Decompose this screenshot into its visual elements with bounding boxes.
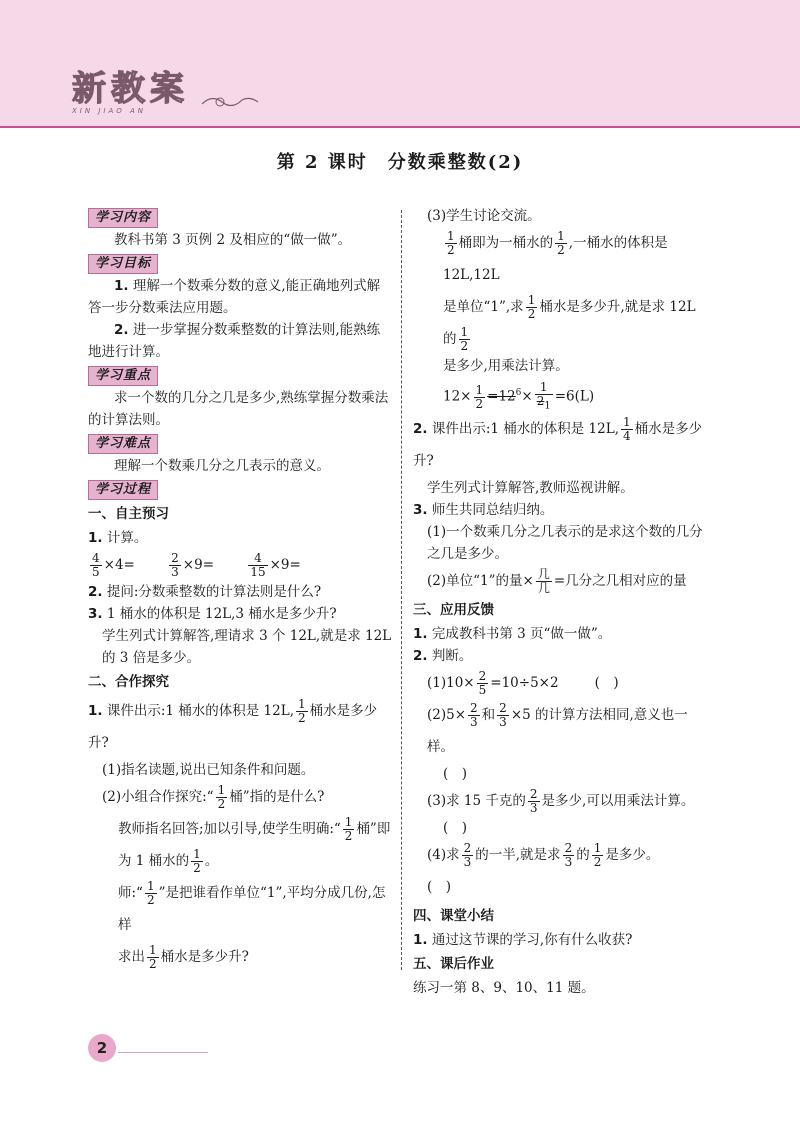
e1-text-b: 桶水是多少升?: [88, 703, 378, 751]
q2-num: 2.: [88, 584, 103, 600]
left-column: [88, 205, 393, 973]
j1-num: 2: [478, 668, 487, 683]
key-text: 求一个数的几分之几是多少,熟练掌握分数乘法的计算法则。: [88, 390, 389, 428]
j4-num: 2: [463, 840, 472, 855]
e1-5-num: 1: [146, 879, 155, 893]
calc-1-num: 4: [92, 551, 100, 565]
goal-1: [88, 275, 393, 319]
right-item-2: [413, 413, 713, 477]
judge-1-answer-blank[interactable]: ( ): [594, 674, 619, 691]
e1-2-b: 桶”指的是什么?: [229, 789, 325, 805]
r2-num: 2.: [413, 420, 428, 437]
q3-text: 1 桶水的体积是 12L,3 桶水是多少升?: [106, 606, 337, 622]
right-item-3: [413, 499, 713, 521]
r3-num: 3.: [413, 501, 428, 518]
judge-3-paren-row: [413, 817, 713, 839]
difficulty-text: 理解一个数乘几分之几表示的意义。: [114, 458, 330, 474]
r3b2-frac-num: 1: [460, 325, 469, 339]
e1-4-a: 为 1 桶水的: [118, 853, 190, 869]
e1-3-a: 教师指名回答;加以引导,使学生明确:“: [118, 821, 341, 837]
e1-6-a: 求出: [118, 949, 145, 965]
e1-4-b: 。: [204, 853, 219, 869]
eq-c: ×: [521, 388, 533, 405]
e1-2-a: (2)小组合作探究:“: [102, 789, 214, 805]
eq-a: 12×: [443, 388, 472, 405]
judge-2: [413, 699, 713, 763]
r2-text-b: 桶水是多少升?: [413, 420, 703, 469]
judge-3-answer-blank[interactable]: ( ): [443, 819, 468, 836]
calc-2-rest: ×9=: [182, 557, 215, 573]
calc-1: [88, 549, 135, 581]
calc-2-num: 2: [171, 551, 179, 565]
r2-frac-num: 1: [622, 414, 631, 429]
j2-b: 和: [481, 706, 496, 723]
calc-3-num: 4: [248, 552, 267, 566]
calc-3: [246, 549, 301, 581]
judge-4: [413, 839, 713, 903]
section-5-title: 五、课后作业: [413, 955, 494, 972]
discussion-line-1: [413, 227, 713, 291]
e1-2-num: 1: [217, 783, 226, 797]
r3a-frac-num: 1: [447, 229, 455, 243]
eq-sup: 6: [515, 388, 522, 398]
section-4-title: 四、课堂小结: [413, 907, 494, 924]
j4-e: 是多少。: [605, 846, 660, 863]
s1-text: 通过这节课的学习,你有什么收获?: [431, 931, 633, 948]
j2-c: ×5 的计算方法相同,意义也一样。: [427, 706, 688, 755]
j4-a: (4)求: [427, 846, 460, 863]
q1-num: 1.: [88, 530, 103, 546]
equation: [413, 377, 713, 413]
r3b-text: 是单位“1”,求: [443, 299, 524, 315]
j1-b: =10÷5×2: [490, 674, 559, 691]
explore-1: [88, 695, 393, 759]
question-2: [88, 581, 393, 603]
j2-num: 2: [470, 700, 478, 715]
page-number-rule: [118, 1052, 208, 1053]
summary-1: (1)一个数乘几分之几表示的是求这个数的几分之几是多少。: [427, 523, 703, 562]
summary-2-b: =几分之几相对应的量: [553, 572, 687, 589]
j3-num: 2: [529, 786, 538, 801]
judge-2-answer-blank[interactable]: ( ): [443, 765, 468, 782]
r3b-text-b: 桶水是多少升,就是求 12L 的: [443, 299, 696, 347]
e1-num: 1.: [88, 703, 103, 719]
judge-2-paren-row: [413, 763, 713, 785]
reflect-1: [413, 929, 713, 951]
e1-3-b: 桶”即: [356, 821, 391, 837]
calc-row: [88, 549, 393, 581]
j2-den: 3: [470, 714, 478, 729]
summary-2-num: 几: [537, 566, 550, 581]
explore-1-step-5: [88, 877, 393, 941]
j2-a: (2)5×: [427, 706, 467, 723]
e1-6-den: 2: [149, 957, 157, 971]
apply-1: [413, 623, 713, 645]
section-3-title: 三、应用反馈: [413, 601, 494, 618]
right-column: [413, 205, 713, 999]
q2-text: 提问:分数乘整数的计算法则是什么?: [106, 584, 322, 600]
summary-2-den: 几: [537, 580, 550, 595]
summary-2: [413, 565, 713, 597]
j3-b: 是多少,可以用乘法计算。: [541, 792, 695, 809]
explore-1-step-4: [88, 845, 393, 877]
eq-frac1-den: 2: [475, 396, 484, 411]
eq-frac2-den-sub: 1: [544, 400, 551, 412]
e1-frac-den: 2: [297, 711, 306, 725]
j4-den-2: 3: [564, 854, 573, 869]
section-2-title: 二、合作探究: [88, 674, 169, 690]
logo-swirl-icon: [200, 92, 260, 112]
q3-num: 3.: [88, 606, 103, 622]
eq-d: =6(L): [554, 388, 595, 405]
e1-4-den: 2: [193, 861, 201, 875]
right-item-2-sub: 学生列式计算解答,教师巡视讲解。: [427, 479, 634, 496]
goal-1-text: 理解一个数乘分数的意义,能正确地列式解答一步分数乘法应用题。: [88, 278, 381, 316]
tag-key: 学习重点: [88, 366, 158, 386]
calc-1-den: 5: [92, 565, 100, 579]
homework-text: 练习一第 8、9、10、11 题。: [413, 979, 595, 996]
content-text: 教科书第 3 页例 2 及相应的“做一做”。: [114, 232, 352, 248]
eq-frac2-den-wrap: [535, 395, 553, 412]
r3a2-frac-num: 1: [557, 229, 565, 243]
tag-goals: 学习目标: [88, 254, 158, 274]
j4-c: 的: [576, 846, 590, 863]
e1-text-a: 课件出示:1 桶水的体积是 12L,: [106, 703, 294, 719]
a2-text: 判断。: [431, 647, 473, 664]
e1-3-num: 1: [344, 815, 353, 829]
logo-pinyin: XIN JIAO AN: [72, 107, 146, 115]
question-3: [88, 603, 393, 625]
discussion-title: (3)学生讨论交流。: [427, 208, 541, 224]
logo: [72, 69, 189, 115]
e1-frac-num: 1: [297, 697, 306, 711]
calc-3-rest: ×9=: [269, 557, 301, 573]
tag-content: 学习内容: [88, 208, 158, 228]
eq-frac2-den: 2: [536, 394, 545, 409]
j4-num-3: 1: [593, 840, 602, 855]
goal-1-num: 1.: [114, 278, 129, 294]
explore-1-step-3: [88, 813, 393, 845]
a2-num: 2.: [413, 647, 428, 664]
eq-frac2-num: 1: [535, 381, 553, 395]
e1-5-a: 师:“: [118, 885, 143, 901]
eq-b: =12: [487, 388, 516, 405]
tag-process: 学习过程: [88, 480, 158, 500]
e1-4-num: 1: [193, 847, 201, 861]
explore-1-step-6: [88, 941, 393, 973]
r3b-frac-num: 1: [527, 293, 536, 307]
goal-2-num: 2.: [114, 322, 129, 338]
r3a-text-b: ,一桶水的体积是 12L,12L: [443, 235, 668, 283]
q1-text: 计算。: [106, 530, 148, 546]
r2-text-a: 课件出示:1 桶水的体积是 12L,: [431, 420, 619, 437]
j1-a: (1)10×: [427, 674, 475, 691]
question-1: [88, 527, 393, 549]
j2-num-2: 2: [499, 700, 507, 715]
explore-1-step-1: (1)指名读题,说出已知条件和问题。: [102, 762, 315, 778]
j4-num-2: 2: [564, 840, 573, 855]
e1-6-num: 1: [149, 943, 157, 957]
calc-3-den: 15: [250, 565, 266, 579]
column-divider: [401, 210, 402, 970]
a1-num: 1.: [413, 625, 428, 642]
apply-2: [413, 645, 713, 667]
calc-2-den: 3: [171, 565, 179, 579]
page-title: 第 2 课时 分数乘整数(2): [276, 152, 524, 173]
logo-title: 新教案: [72, 69, 189, 109]
j4-b: 的一半,就是求: [475, 846, 561, 863]
j3-den: 3: [529, 800, 538, 815]
e1-3-den: 2: [344, 829, 353, 843]
summary-2-a: (2)单位“1”的量×: [427, 572, 534, 589]
eq-frac1-num: 1: [475, 382, 484, 397]
judge-1: [413, 667, 713, 699]
section-1-title: 一、自主预习: [88, 506, 169, 522]
judge-4-answer-blank[interactable]: ( ): [427, 878, 452, 895]
tag-difficulty: 学习难点: [88, 434, 158, 454]
explore-1-step-2: [88, 781, 393, 813]
judge-3: [413, 785, 713, 817]
goal-2: [88, 319, 393, 363]
j4-den-3: 2: [593, 854, 602, 869]
page-number: 2: [88, 1034, 116, 1062]
r3-title: 师生共同总结归纳。: [431, 501, 554, 518]
e1-5-den: 2: [146, 893, 155, 907]
discussion-line-2: [413, 291, 713, 355]
discussion-line-3: 是多少,用乘法计算。: [443, 358, 569, 374]
r2-frac-den: 4: [622, 428, 631, 443]
j4-den: 3: [463, 854, 472, 869]
r3a2-frac-den: 2: [557, 243, 565, 257]
r3a-text: 桶即为一桶水的: [458, 235, 554, 251]
a1-text: 完成教科书第 3 页“做一做”。: [431, 625, 612, 642]
e1-2-den: 2: [217, 797, 226, 811]
calc-1-rest: ×4=: [103, 557, 135, 573]
e1-5-b: ”是把谁看作单位“1”,平均分成几份,怎样: [118, 885, 386, 933]
question-3-sub: 学生列式计算解答,理请求 3 个 12L,就是求 12L 的 3 倍是多少。: [102, 628, 392, 666]
j2-den-2: 3: [499, 714, 507, 729]
e1-6-b: 桶水是多少升?: [160, 949, 249, 965]
r3b2-frac-den: 2: [460, 339, 469, 353]
r3a-frac-den: 2: [447, 243, 455, 257]
j1-den: 5: [478, 682, 487, 697]
s1-num: 1.: [413, 931, 428, 948]
j3-a: (3)求 15 千克的: [427, 792, 526, 809]
calc-2: [167, 549, 214, 581]
header-rule: [0, 126, 800, 128]
r3b-frac-den: 2: [527, 307, 536, 321]
goal-2-text: 进一步掌握分数乘整数的计算法则,能熟练地进行计算。: [88, 322, 381, 360]
